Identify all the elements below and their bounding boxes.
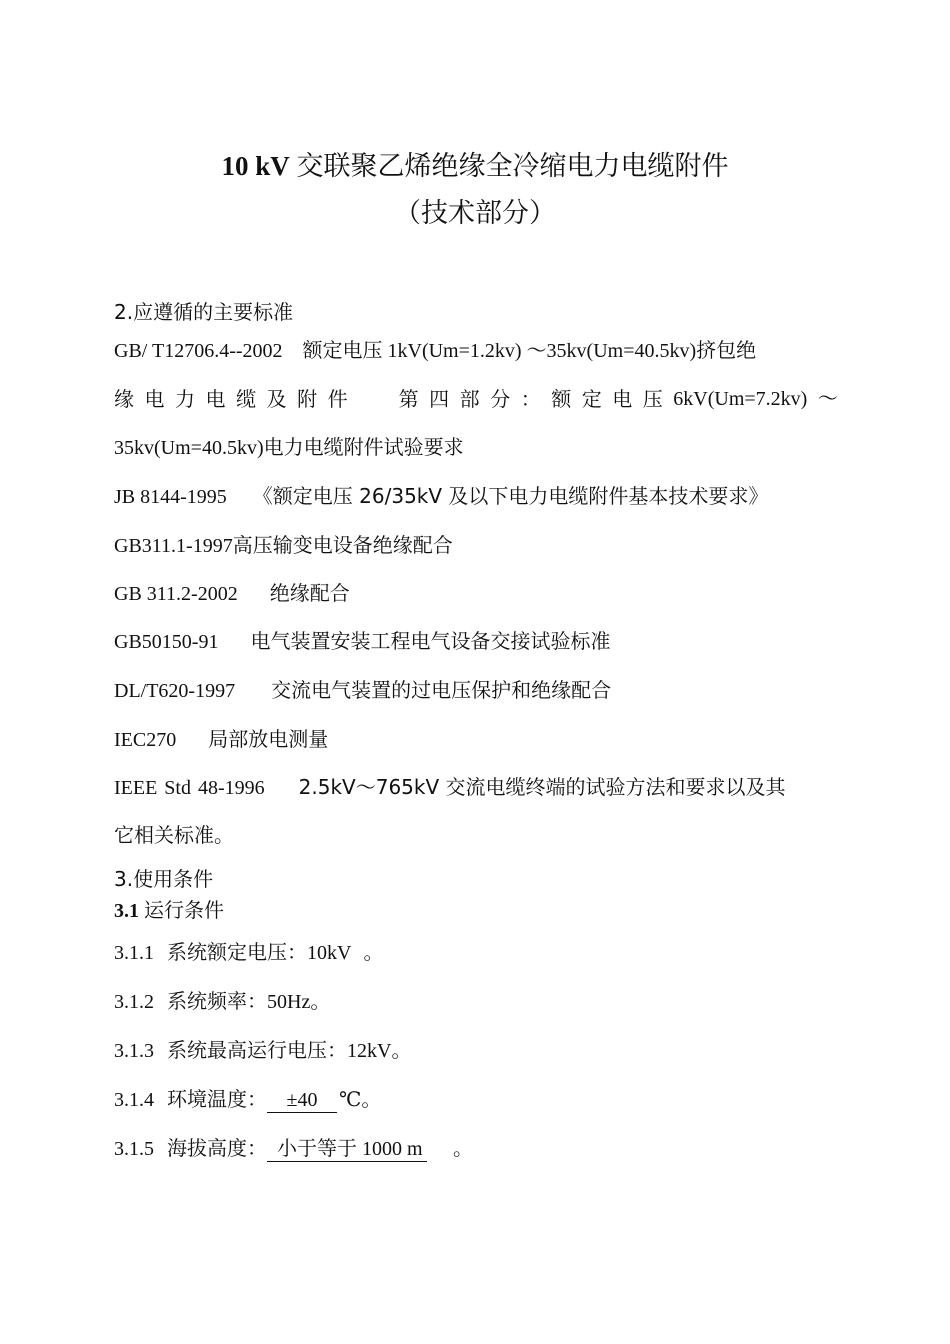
standard-code: IEC270	[114, 729, 177, 751]
condition-item	[114, 989, 330, 1014]
spread-char: 附	[297, 387, 318, 411]
spread-char: 四	[429, 387, 450, 411]
standard-code: DL/T620-1997	[114, 680, 236, 702]
standard-item	[114, 775, 786, 800]
condition-value-underlined: 小于等于 1000 m	[267, 1137, 427, 1162]
spread-char: 缘	[114, 387, 134, 411]
condition-value: 12kV	[347, 1040, 392, 1062]
spread-char: 压	[642, 387, 663, 411]
standard-code: GB311.1-1997	[114, 535, 233, 557]
standard-desc: 绝缘配合	[269, 581, 350, 605]
spread-char: 电	[144, 387, 165, 411]
spread-char: 及	[266, 387, 287, 411]
standard-item	[114, 533, 453, 558]
spread-char: 分	[490, 387, 511, 411]
condition-number: 3.1.3	[114, 1040, 154, 1062]
document-title	[0, 150, 950, 183]
standard-item	[114, 484, 768, 509]
standard-desc: 交流电气装置的过电压保护和绝缘配合	[271, 678, 612, 702]
condition-label: 系统额定电压：	[167, 940, 307, 964]
standard-gb12706-line1: GB/ T12706.4--2002 额定电压 1kV(Um=1.2kv) ～35kv(Um=40.5kv)挤包绝	[114, 340, 757, 362]
spread-char: 力	[175, 387, 196, 411]
spread-char: 6kV(Um=7.2kv)	[673, 388, 808, 410]
condition-number: 3.1.1	[114, 942, 154, 964]
title-kv-prefix: 10 kV	[221, 151, 290, 181]
condition-label: 环境温度：	[167, 1087, 267, 1111]
condition-label: 系统频率：	[167, 989, 267, 1013]
standard-code: JB 8144-1995	[114, 486, 227, 508]
condition-suffix: 。	[391, 1038, 412, 1062]
standard-item	[114, 581, 350, 606]
condition-item	[114, 1087, 381, 1113]
condition-item	[114, 1136, 473, 1162]
condition-label: 系统最高运行电压：	[167, 1038, 347, 1062]
spread-char: 定	[581, 387, 602, 411]
standard-desc: 《额定电压 26/35kV 及以下电力电缆附件基本技术要求》	[252, 484, 769, 508]
section-2-heading: 2.应遵循的主要标准	[114, 300, 294, 324]
standard-code: GB50150-91	[114, 631, 219, 653]
spread-gap	[358, 387, 388, 411]
standard-desc-continuation: 它相关标准。	[114, 823, 234, 847]
condition-suffix: 。	[453, 1136, 473, 1160]
condition-suffix: ℃。	[339, 1089, 382, 1111]
title-main: 交联聚乙烯绝缘全冷缩电力电缆附件	[296, 151, 729, 182]
section-3-1-heading	[114, 898, 224, 923]
section-3-1-number: 3.1	[114, 900, 139, 922]
spread-char: 电	[205, 387, 226, 411]
condition-number: 3.1.4	[114, 1089, 154, 1111]
document-subtitle: （技术部分）	[394, 198, 556, 229]
condition-label: 海拔高度：	[167, 1136, 267, 1160]
condition-number: 3.1.2	[114, 991, 154, 1013]
condition-suffix: 。	[363, 940, 384, 964]
spread-char: 部	[459, 387, 480, 411]
condition-value: 10kV	[307, 942, 352, 964]
section-3-1-text: 运行条件	[144, 898, 224, 922]
spread-char: ：	[520, 387, 541, 411]
standard-code: GB 311.2-2002	[114, 583, 238, 605]
condition-number: 3.1.5	[114, 1138, 154, 1160]
spread-char: 额	[551, 387, 572, 411]
standard-gb12706-line2	[114, 387, 838, 411]
spread-char: 缆	[236, 387, 257, 411]
standard-desc: 局部放电测量	[208, 727, 329, 751]
condition-item	[114, 940, 383, 965]
standard-code: IEEE Std 48-1996	[114, 777, 265, 799]
spread-char: 电	[612, 387, 633, 411]
standard-gb12706-line3: 35kv(Um=40.5kv)电力电缆附件试验要求	[114, 437, 464, 459]
standard-desc: 2.5kV～765kV 交流电缆终端的试验方法和要求以及其	[298, 775, 786, 799]
standard-desc: 电气装置安装工程电气设备交接试验标准	[250, 629, 611, 653]
standard-item	[114, 727, 328, 752]
spread-char: ～	[817, 388, 838, 410]
condition-suffix: 。	[310, 989, 331, 1013]
section-3-heading: 3.使用条件	[114, 867, 214, 891]
condition-value-underlined: ±40	[267, 1088, 337, 1113]
condition-item	[114, 1038, 411, 1063]
standard-desc: 高压输变电设备绝缘配合	[232, 533, 453, 557]
standard-item	[114, 629, 610, 654]
spread-char: 第	[398, 387, 419, 411]
standard-item	[114, 678, 611, 703]
spread-char: 件	[327, 387, 348, 411]
condition-value: 50Hz	[267, 991, 311, 1013]
